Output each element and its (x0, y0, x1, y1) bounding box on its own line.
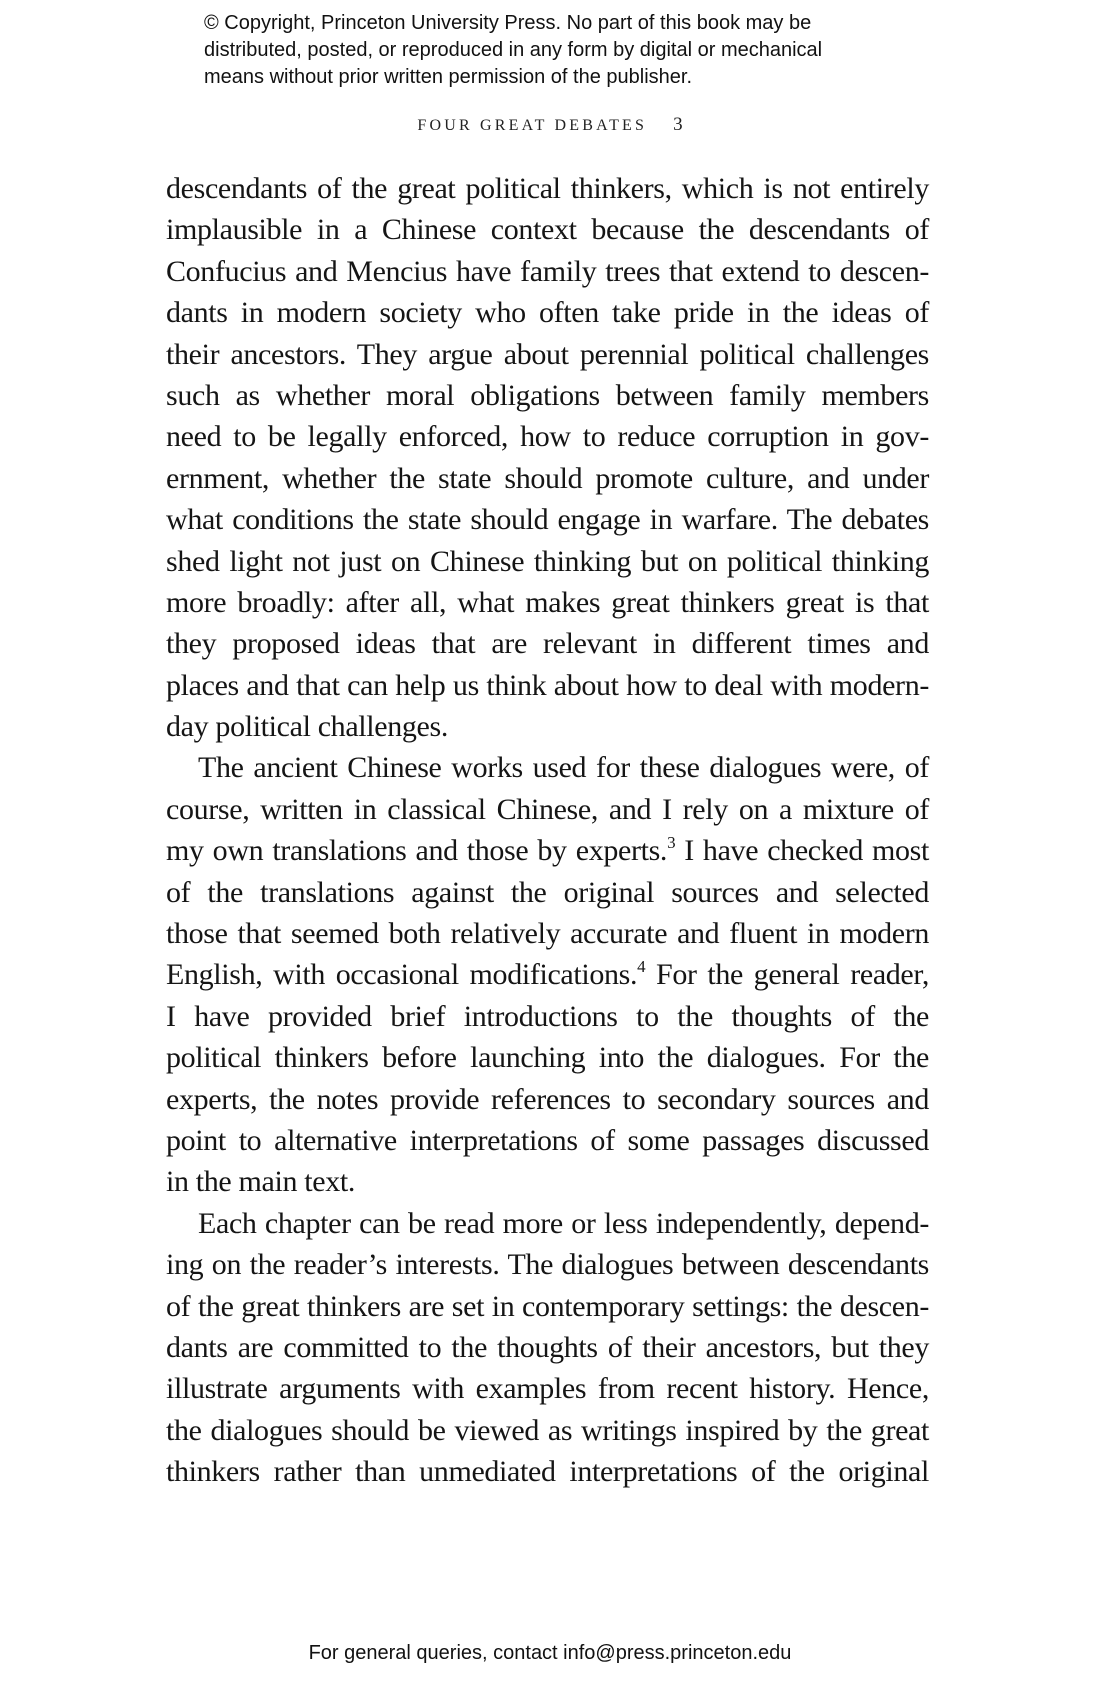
copyright-line: © Copyright, Princeton University Press. No part of this book may be (204, 12, 812, 34)
text-line: of the great thinkers are set in contemporary settings: the descen- (166, 1289, 929, 1323)
text-line: dants are committed to the thoughts of their ancestors, but they (166, 1330, 929, 1364)
text-line: such as whether moral obligations between family members (166, 378, 929, 412)
copyright-line: distributed, posted, or reproduced in any form by digital or mechanical (204, 39, 823, 61)
text-line: ernment, whether the state should promote culture, and under (166, 461, 929, 495)
text-line: course, written in classical Chinese, and I rely on a mixture of (166, 792, 929, 826)
text-line: what conditions the state should engage in warfare. The debates (166, 503, 929, 537)
text-segment: my own translations and those by experts. (166, 834, 668, 868)
text-line: the dialogues should be viewed as writings inspired by the great (166, 1413, 929, 1447)
page-number: 3 (673, 114, 683, 135)
text-line-with-note (166, 830, 929, 871)
text-line: day political challenges. (166, 710, 448, 744)
text-line: in the main text. (166, 1165, 356, 1199)
body-text (166, 168, 929, 1493)
text-line: The ancient Chinese works used for these dialogues were, of (198, 751, 929, 785)
text-line: more broadly: after all, what makes great thinkers great is that (166, 585, 929, 619)
text-line: illustrate arguments with examples from recent history. Hence, (166, 1372, 929, 1406)
text-line: their ancestors. They argue about perennial political challenges (166, 337, 929, 371)
text-line: implausible in a Chinese context because the descendants of (166, 213, 929, 247)
text-line: shed light not just on Chinese thinking but on political thinking (166, 544, 929, 578)
footnote-ref-4: 4 (637, 957, 646, 977)
text-line: of the translations against the original sources and selected (166, 875, 929, 909)
text-line: thinkers rather than unmediated interpretations of the original (166, 1455, 929, 1489)
text-segment: For the general reader, (645, 958, 929, 992)
text-line: I have provided brief introductions to the thoughts of the (166, 999, 929, 1033)
text-line: point to alternative interpretations of some passages discussed (166, 1123, 929, 1157)
copyright-notice (204, 10, 964, 91)
text-line: dants in modern society who often take pride in the ideas of (166, 296, 929, 330)
copyright-line: means without prior written permission of the publisher. (204, 66, 693, 88)
running-head-title: FOUR GREAT DEBATES (417, 117, 648, 134)
text-line: they proposed ideas that are relevant in different times and (166, 627, 929, 661)
text-segment: I have checked most (675, 834, 929, 868)
text-segment: English, with occasional modifications. (166, 958, 638, 992)
running-head (0, 114, 1100, 136)
footnote-ref-3: 3 (667, 833, 676, 853)
text-line: need to be legally enforced, how to reduce corruption in gov- (166, 420, 929, 454)
text-line: places and that can help us think about how to deal with modern- (166, 668, 929, 702)
text-line: those that seemed both relatively accurate and fluent in modern (166, 917, 929, 951)
text-line: descendants of the great political thinkers, which is not entirely (166, 172, 929, 205)
text-line: Each chapter can be read more or less independently, depend- (198, 1206, 929, 1240)
text-line-with-note (166, 954, 929, 995)
text-line: ing on the reader’s interests. The dialogues between descendants (166, 1248, 929, 1282)
footer-contact: For general queries, contact info@press.princeton.edu (308, 1642, 792, 1664)
text-line: Confucius and Mencius have family trees that extend to descen- (166, 254, 929, 288)
text-line: experts, the notes provide references to secondary sources and (166, 1082, 929, 1116)
text-line: political thinkers before launching into the dialogues. For the (166, 1041, 929, 1075)
